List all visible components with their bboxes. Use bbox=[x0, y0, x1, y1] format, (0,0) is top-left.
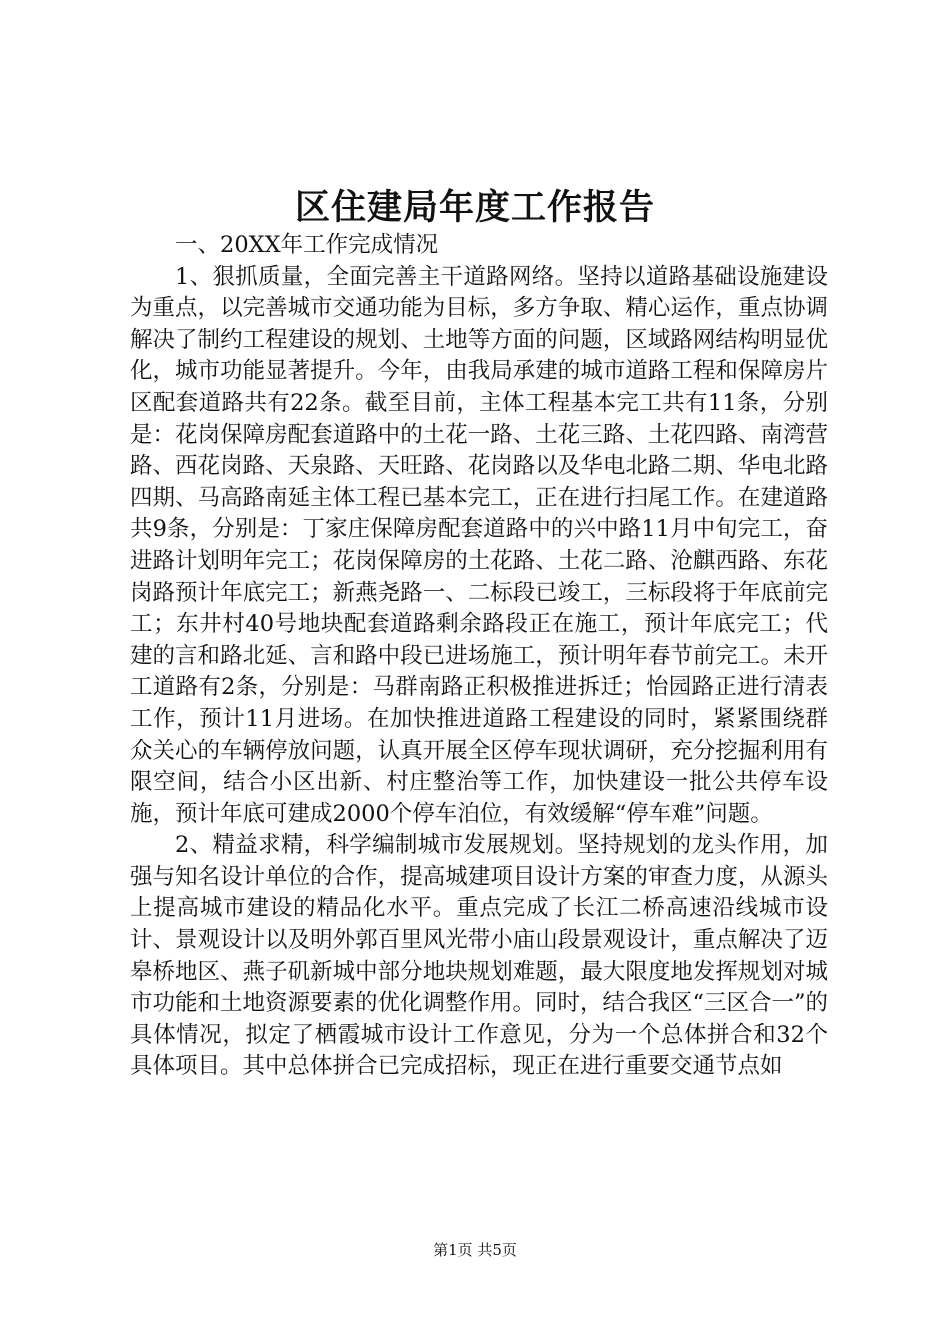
document-body bbox=[130, 230, 828, 1083]
page-number: 第1页 共5页 bbox=[433, 1241, 517, 1259]
body-paragraph: 1、狠抓质量，全面完善主干道路网络。坚持以道路基础设施建设为重点，以完善城市交通功能为目标，多方争取、精心运作，重点协调解决了制约工程建设的规划、土地等方面的问题，区域路网结构明显优化，城市功能显著提升。今年，由我局承建的城市道路工程和保障房片区配套道路共有22条。截至目前，主体工程基本完工共有11条，分别是：花岗保障房配套道路中的土花一路、土花三路、土花四路、南湾营路、西花岗路、天泉路、天旺路、花岗路以及华电北路二期、华电北路四期、马高路南延主体工程已基本完工，正在进行扫尾工作。在建道路共9条，分别是：丁家庄保障房配套道路中的兴中路11月中旬完工，奋进路计划明年完工；花岗保障房的土花路、土花二路、沧麒西路、东花岗路预计年底完工；新燕尧路一、二标段已竣工，三标段将于年底前完工；东井村40号地块配套道路剩余路段正在施工，预计年底完工；代建的言和路北延、言和路中段已进场施工，预计明年春节前完工。未开工道路有2条，分别是：马群南路正积极推进拆迁；怡园路正进行清表工作，预计11月进场。在加快推进道路工程建设的同时，紧紧围绕群众关心的车辆停放问题，认真开展全区停车现状调研，充分挖掘利用有限空间，结合小区出新、村庄整治等工作，加快建设一批公共停车设施，预计年底可建成2000个停车泊位，有效缓解“停车难”问题。 bbox=[130, 263, 828, 827]
document-title: 区住建局年度工作报告 bbox=[294, 187, 655, 228]
body-paragraph: 2、精益求精，科学编制城市发展规划。坚持规划的龙头作用，加强与知名设计单位的合作，提高城建项目设计方案的审查力度，从源头上提高城市建设的精品化水平。重点完成了长江二桥高速沿线城市设计、景观设计以及明外郭百里风光带小庙山段景观设计，重点解决了迈皋桥地区、燕子矶新城中部分地块规划难题，最大限度地发挥规划对城市功能和土地资源要素的优化调整作用。同时，结合我区“三区合一”的具体情况，拟定了栖霞城市设计工作意见，分为一个总体拼合和32个具体项目。其中总体拼合已完成招标，现正在进行重要交通节点如 bbox=[130, 832, 829, 1080]
section-heading: 一、20XX年工作完成情况 bbox=[175, 232, 439, 258]
